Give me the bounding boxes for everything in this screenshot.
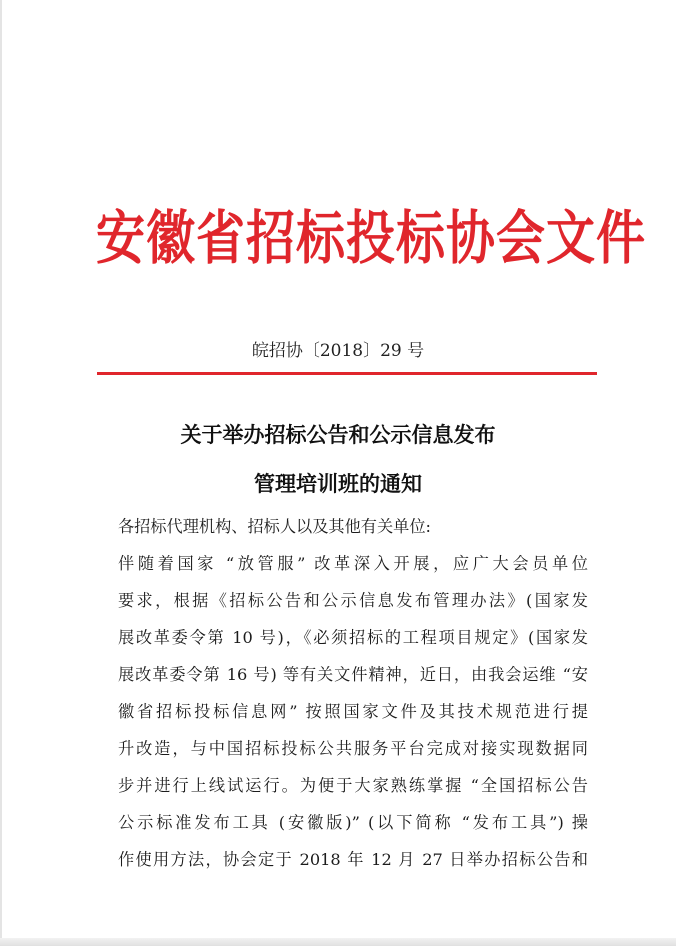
notice-title-line-2: 管理培训班的通知 <box>254 472 422 496</box>
paragraph-line: 作使用方法，协会定于 2018 年 12 月 27 日举办招标公告和 <box>118 850 588 869</box>
paragraph-line: 展改革委令第 16 号) 等有关文件精神，近日，由我会运维 “安 <box>118 665 588 684</box>
paragraph-line: 步并进行上线试运行。为便于大家熟练掌握 “全国招标公告 <box>118 776 588 795</box>
paragraph-line: 升改造，与中国招标投标公共服务平台完成对接实现数据同 <box>118 739 588 758</box>
red-divider-line <box>97 372 597 375</box>
page-bottom-edge <box>0 938 676 946</box>
paragraph-line: 徽省招标投标信息网” 按照国家文件及其技术规范进行提 <box>118 702 588 721</box>
document-number: 皖招协〔2018〕29 号 <box>251 341 425 361</box>
paragraph-line: 展改革委令第 10 号)，《必须招标的工程项目规定》(国家发 <box>118 628 588 647</box>
paragraph-line: 公示标准发布工具 (安徽版)” (以下简称 “发布工具”) 操 <box>118 813 588 832</box>
paragraph-line: 要求，根据《招标公告和公示信息发布管理办法》(国家发 <box>118 591 588 610</box>
notice-title-line-1: 关于举办招标公告和公示信息发布 <box>180 423 496 447</box>
paragraph-line: 伴随着国家 “放管服” 改革深入开展，应广大会员单位 <box>118 554 588 573</box>
salutation: 各招标代理机构、招标人以及其他有关单位: <box>118 517 432 536</box>
masthead-title: 安徽省招标投标协会文件 <box>96 205 647 273</box>
